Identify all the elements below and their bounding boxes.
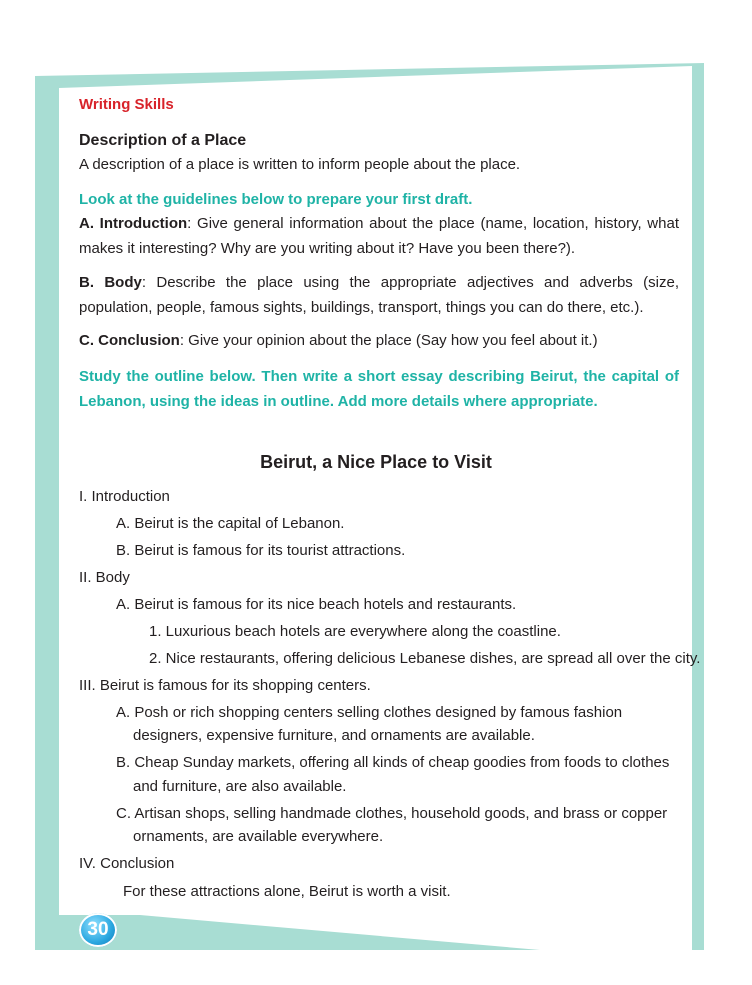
guideline-body [79, 270, 679, 320]
outline-item: IV. Conclusion [79, 855, 175, 872]
outline-item: A. Posh or rich shopping centers selling clothes designed by famous fashion [116, 704, 623, 721]
guideline-label: A. Introduction [79, 215, 188, 232]
guideline-text: : Give general information about the place (name, location, history, what makes it interesting? Why are you writing about it? Have you been there?). [79, 215, 679, 257]
outline-item: 1. Luxurious beach hotels are everywhere along the coastline. [149, 623, 561, 640]
outline-item: B. Beirut is famous for its tourist attractions. [116, 542, 406, 559]
outline-title: Beirut, a Nice Place to Visit [260, 452, 492, 472]
intro-text: A description of a place is written to inform people about the place. [79, 156, 521, 173]
outline-item: 2. Nice restaurants, offering delicious Lebanese dishes, are spread all over the city. [149, 650, 701, 667]
section-heading: Description of a Place [79, 132, 247, 149]
outline-item: II. Body [79, 569, 130, 586]
guideline-introduction [79, 211, 679, 261]
outline-item: A. Beirut is the capital of Lebanon. [116, 515, 345, 532]
outline-item: III. Beirut is famous for its shopping centers. [79, 677, 371, 694]
guideline-text: : Give your opinion about the place (Say how you feel about it.) [179, 332, 598, 349]
guideline-label: C. Conclusion [79, 332, 180, 349]
guideline-label: B. Body [79, 274, 142, 291]
guideline-text: : Describe the place using the appropriate adjectives and adverbs (size, population, people, famous sights, buildings, transport, things you can do there, etc.). [79, 274, 679, 316]
section-label: Writing Skills [79, 96, 174, 113]
guideline-conclusion [79, 328, 679, 353]
outline-item: ornaments, are available everywhere. [133, 828, 384, 845]
outline-item: and furniture, are also available. [133, 778, 347, 795]
outline-item: For these attractions alone, Beirut is worth a visit. [123, 883, 451, 900]
outline-item: I. Introduction [79, 488, 170, 505]
outline-instruction: Study the outline below. Then write a short essay describing Beirut, the capital of Lebanon, using the ideas in outline. Add more details where appropriate. [79, 368, 679, 410]
outline-item: A. Beirut is famous for its nice beach hotels and restaurants. [116, 596, 517, 613]
outline-item: C. Artisan shops, selling handmade clothes, household goods, and brass or copper [116, 805, 668, 822]
outline-item: designers, expensive furniture, and ornaments are available. [133, 727, 535, 744]
guidelines-instruction: Look at the guidelines below to prepare your first draft. [79, 191, 473, 208]
page-number-badge: 30 [79, 913, 117, 947]
outline-item: B. Cheap Sunday markets, offering all kinds of cheap goodies from foods to clothes [116, 754, 670, 771]
